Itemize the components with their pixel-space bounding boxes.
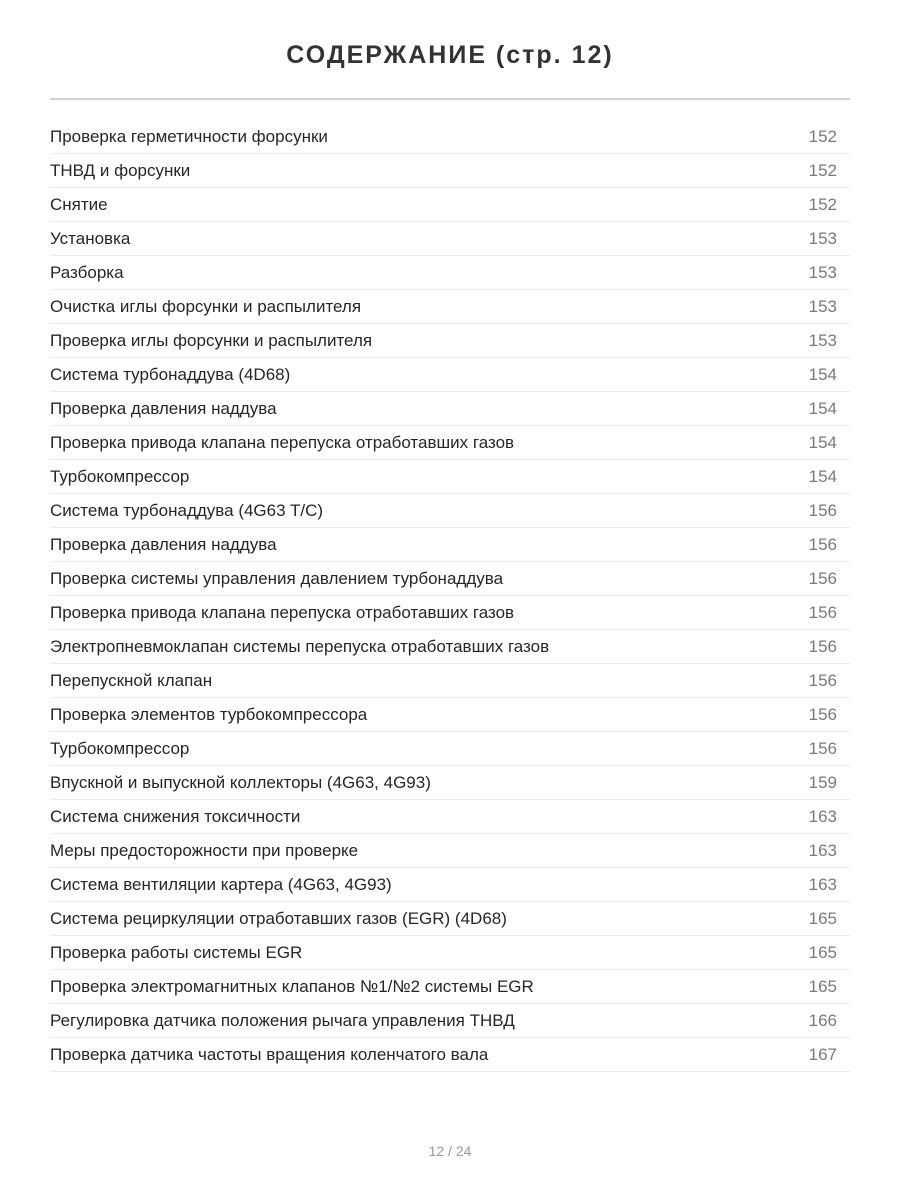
- toc-entry-title: Проверка привода клапана перепуска отработавших газов: [50, 432, 515, 452]
- toc-entry[interactable]: [50, 834, 850, 868]
- toc-entry[interactable]: [50, 290, 850, 324]
- toc-entry-page: 153: [808, 228, 837, 248]
- toc-entry[interactable]: [50, 426, 850, 460]
- toc-entry[interactable]: [50, 358, 850, 392]
- toc-entry-title: Электропневмоклапан системы перепуска отработавших газов: [50, 636, 550, 656]
- toc-entry[interactable]: [50, 936, 850, 970]
- toc-entry-page: 152: [808, 160, 837, 180]
- toc-entry[interactable]: [50, 460, 850, 494]
- toc-entry-title: Установка: [50, 228, 131, 248]
- toc-entry-page: 163: [808, 806, 837, 826]
- toc-entry-page: 153: [808, 296, 837, 316]
- toc-entry[interactable]: [50, 324, 850, 358]
- toc-entry[interactable]: [50, 392, 850, 426]
- toc-entry-page: 156: [808, 568, 837, 588]
- toc-entry-page: 152: [808, 126, 837, 146]
- toc-entry[interactable]: [50, 664, 850, 698]
- toc-entry-page: 156: [808, 500, 837, 520]
- toc-entry-page: 156: [808, 534, 837, 554]
- toc-entry-title: Очистка иглы форсунки и распылителя: [50, 296, 362, 316]
- toc-entry-page: 165: [808, 976, 837, 996]
- page-number: 12 / 24: [428, 1143, 472, 1159]
- toc-entry-title: Проверка давления наддува: [50, 398, 277, 418]
- toc-entry-page: 163: [808, 874, 837, 894]
- toc-entry-title: Система турбонаддува (4G63 T/C): [50, 500, 324, 520]
- page-title: СОДЕРЖАНИЕ (стр. 12): [286, 41, 614, 69]
- toc-entry-page: 156: [808, 670, 837, 690]
- toc-entry-page: 154: [808, 432, 837, 452]
- toc-entry-page: 165: [808, 908, 837, 928]
- toc-entry[interactable]: [50, 562, 850, 596]
- toc-entry-title: Впускной и выпускной коллекторы (4G63, 4G93): [50, 772, 431, 792]
- toc-entry-title: Перепускной клапан: [50, 670, 213, 690]
- toc-entry-page: 156: [808, 704, 837, 724]
- toc-entry-title: Система вентиляции картера (4G63, 4G93): [50, 874, 392, 894]
- toc-entry-title: Проверка электромагнитных клапанов №1/№2 системы EGR: [50, 976, 534, 996]
- toc-entry-page: 153: [808, 262, 837, 282]
- toc-entry-title: Проверка датчика частоты вращения коленчатого вала: [50, 1044, 489, 1064]
- toc-entry[interactable]: [50, 630, 850, 664]
- toc-entry[interactable]: [50, 494, 850, 528]
- toc-entry-title: Система турбонаддува (4D68): [50, 364, 291, 384]
- toc-entry-page: 166: [808, 1010, 837, 1030]
- toc-entry-title: Разборка: [50, 262, 124, 282]
- toc-entry[interactable]: [50, 732, 850, 766]
- toc-entry[interactable]: [50, 902, 850, 936]
- toc-entry-page: 167: [808, 1044, 837, 1064]
- toc-entry[interactable]: [50, 222, 850, 256]
- toc-entry-title: Система рециркуляции отработавших газов (EGR) (4D68): [50, 908, 507, 928]
- toc-entry-title: Система снижения токсичности: [50, 806, 301, 826]
- toc-entry-title: Проверка элементов турбокомпрессора: [50, 704, 368, 724]
- toc-entry[interactable]: [50, 154, 850, 188]
- toc-entry[interactable]: [50, 188, 850, 222]
- toc-entry-title: Проверка герметичности форсунки: [50, 126, 328, 146]
- toc-entry-title: Проверка давления наддува: [50, 534, 277, 554]
- toc-entry[interactable]: [50, 970, 850, 1004]
- toc-entry-title: Снятие: [50, 194, 108, 214]
- toc-entry[interactable]: [50, 1038, 850, 1072]
- toc-entry[interactable]: [50, 1004, 850, 1038]
- toc-entry-title: Проверка работы системы EGR: [50, 942, 303, 962]
- toc-entry-page: 165: [808, 942, 837, 962]
- toc-entry-page: 153: [808, 330, 837, 350]
- toc-entry-page: 156: [808, 636, 837, 656]
- title-divider: [50, 98, 850, 100]
- toc-entry[interactable]: [50, 800, 850, 834]
- toc-entry-title: Турбокомпрессор: [50, 466, 190, 486]
- toc-entry[interactable]: [50, 256, 850, 290]
- toc-entry-page: 154: [808, 466, 837, 486]
- toc-entry[interactable]: [50, 596, 850, 630]
- toc-entry-title: Проверка системы управления давлением турбонаддува: [50, 568, 504, 588]
- toc-entry-page: 152: [808, 194, 837, 214]
- toc-entry-title: Меры предосторожности при проверке: [50, 840, 359, 860]
- toc-entry[interactable]: [50, 698, 850, 732]
- toc-entry-page: 163: [808, 840, 837, 860]
- toc-entry-page: 154: [808, 398, 837, 418]
- toc-entry-title: Проверка иглы форсунки и распылителя: [50, 330, 373, 350]
- toc-entry-title: Турбокомпрессор: [50, 738, 190, 758]
- toc-entry[interactable]: [50, 528, 850, 562]
- toc-list: [50, 120, 850, 1072]
- toc-entry[interactable]: [50, 766, 850, 800]
- toc-entry-title: ТНВД и форсунки: [50, 160, 191, 180]
- toc-entry-page: 159: [808, 772, 837, 792]
- toc-entry-page: 156: [808, 602, 837, 622]
- toc-entry[interactable]: [50, 868, 850, 902]
- toc-entry[interactable]: [50, 120, 850, 154]
- toc-entry-title: Проверка привода клапана перепуска отработавших газов: [50, 602, 515, 622]
- toc-entry-page: 156: [808, 738, 837, 758]
- toc-entry-title: Регулировка датчика положения рычага управления ТНВД: [50, 1010, 515, 1030]
- toc-entry-page: 154: [808, 364, 837, 384]
